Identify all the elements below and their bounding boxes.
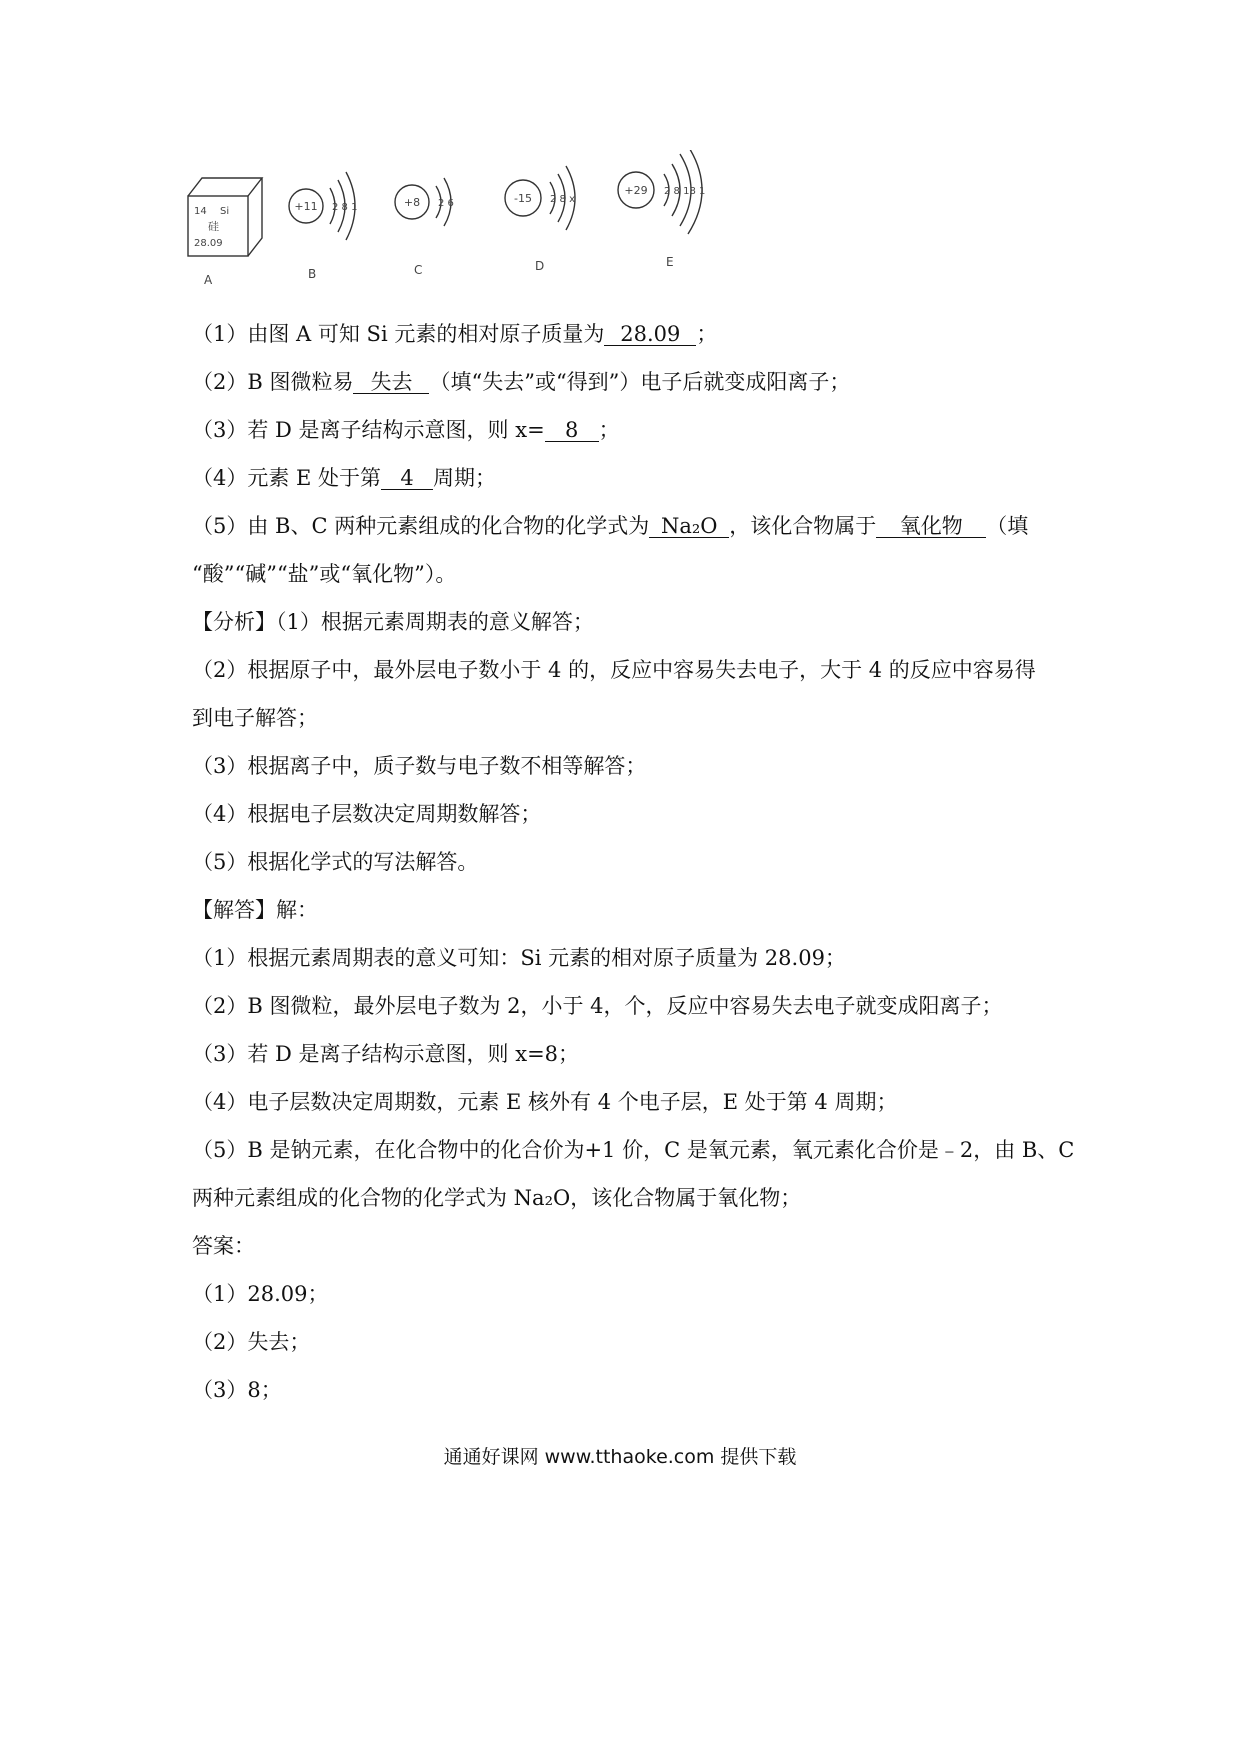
- shells-e: 2 8 18 1: [664, 186, 706, 197]
- tile-name: 硅: [208, 220, 219, 233]
- solution-heading: 【解答】解：: [192, 898, 318, 922]
- solution-line-3: （3）若 D 是离子结构示意图，则 x=8；: [192, 1042, 580, 1066]
- q1-text: （1）由图 A 可知 Si 元素的相对原子质量为: [192, 322, 605, 346]
- q4-text: （4）元素 E 处于第: [192, 466, 382, 490]
- question-4: [192, 462, 496, 492]
- nucleus-d: -15: [514, 192, 532, 205]
- analysis-line-5: （5）根据化学式的写法解答。: [192, 850, 479, 874]
- q4-tail: 周期；: [433, 466, 497, 490]
- q3-tail: ；: [598, 418, 620, 442]
- page-footer: 通通好课网 www.tthaoke.com 提供下载: [443, 1446, 797, 1468]
- answers-heading: 答案：: [192, 1234, 255, 1258]
- analysis-line-2a: （2）根据原子中，最外层电子数小于 4 的，反应中容易失去电子，大于 4 的反应中容易得: [192, 658, 1036, 682]
- solution-line-5b: 两种元素组成的化合物的化学式为 Na₂O，该化合物属于氧化物；: [192, 1186, 802, 1210]
- q5-tail: （填: [986, 514, 1029, 538]
- tile-symbol: Si: [220, 206, 230, 217]
- q3-answer-blank: 8: [545, 419, 599, 442]
- nucleus-c: +8: [403, 196, 421, 209]
- shells-b: 2 8 1: [332, 202, 358, 213]
- question-2: [192, 366, 850, 396]
- analysis-line-2b: 到电子解答；: [192, 706, 318, 730]
- q2-text: （2）B 图微粒易: [192, 370, 354, 394]
- analysis-line-3: （3）根据离子中，质子数与电子数不相等解答；: [192, 754, 647, 778]
- solution-line-2: （2）B 图微粒，最外层电子数为 2，小于 4，个，反应中容易失去电子就变成阳离子；: [192, 994, 1003, 1018]
- question-5-line-2: “酸”“碱”“盐”或“氧化物”）。: [192, 562, 457, 586]
- q2-answer-blank: 失去: [353, 371, 429, 394]
- q1-tail: ；: [696, 322, 718, 346]
- atomic-structure-figure: [180, 150, 820, 300]
- label-b: B: [308, 267, 317, 281]
- solution-line-4: （4）电子层数决定周期数，元素 E 核外有 4 个电子层，E 处于第 4 周期；: [192, 1090, 898, 1114]
- question-1: [192, 318, 717, 348]
- question-5: [192, 510, 1028, 540]
- q5-mid: ，该化合物属于: [729, 514, 877, 538]
- tile-number: 14: [194, 206, 207, 217]
- shells-c: 2 6: [438, 198, 454, 209]
- analysis-heading: 【分析】（1）根据元素周期表的意义解答；: [192, 610, 594, 634]
- q4-answer-blank: 4: [381, 467, 433, 490]
- question-3: [192, 414, 620, 444]
- tile-mass: 28.09: [194, 238, 223, 249]
- q1-answer-blank: 28.09: [604, 323, 696, 346]
- solution-line-5a: （5）B 是钠元素，在化合物中的化合价为+1 价，C 是氧元素，氧元素化合价是﹣2，由 B、C: [192, 1138, 1075, 1162]
- q5-answer-blank-1: Na₂O: [649, 515, 729, 538]
- label-e: E: [666, 255, 674, 269]
- analysis-line-4: （4）根据电子层数决定周期数解答；: [192, 802, 542, 826]
- q5-answer-blank-2: 氧化物: [876, 515, 986, 538]
- label-c: C: [414, 263, 423, 277]
- q5-text: （5）由 B、C 两种元素组成的化合物的化学式为: [192, 514, 650, 538]
- nucleus-b: +11: [294, 200, 318, 213]
- q2-tail: （填“失去”或“得到”）电子后就变成阳离子；: [429, 370, 851, 394]
- figure-svg: [180, 150, 820, 300]
- nucleus-e: +29: [624, 184, 648, 197]
- answer-3: （3）8；: [192, 1378, 282, 1402]
- answer-2: （2）失去；: [192, 1330, 311, 1354]
- shells-d: 2 8 x: [550, 194, 575, 205]
- label-d: D: [535, 259, 545, 273]
- label-a: A: [204, 273, 213, 287]
- answer-1: （1）28.09；: [192, 1282, 329, 1306]
- solution-line-1: （1）根据元素周期表的意义可知：Si 元素的相对原子质量为 28.09；: [192, 946, 846, 970]
- q3-text: （3）若 D 是离子结构示意图，则 x=: [192, 418, 545, 442]
